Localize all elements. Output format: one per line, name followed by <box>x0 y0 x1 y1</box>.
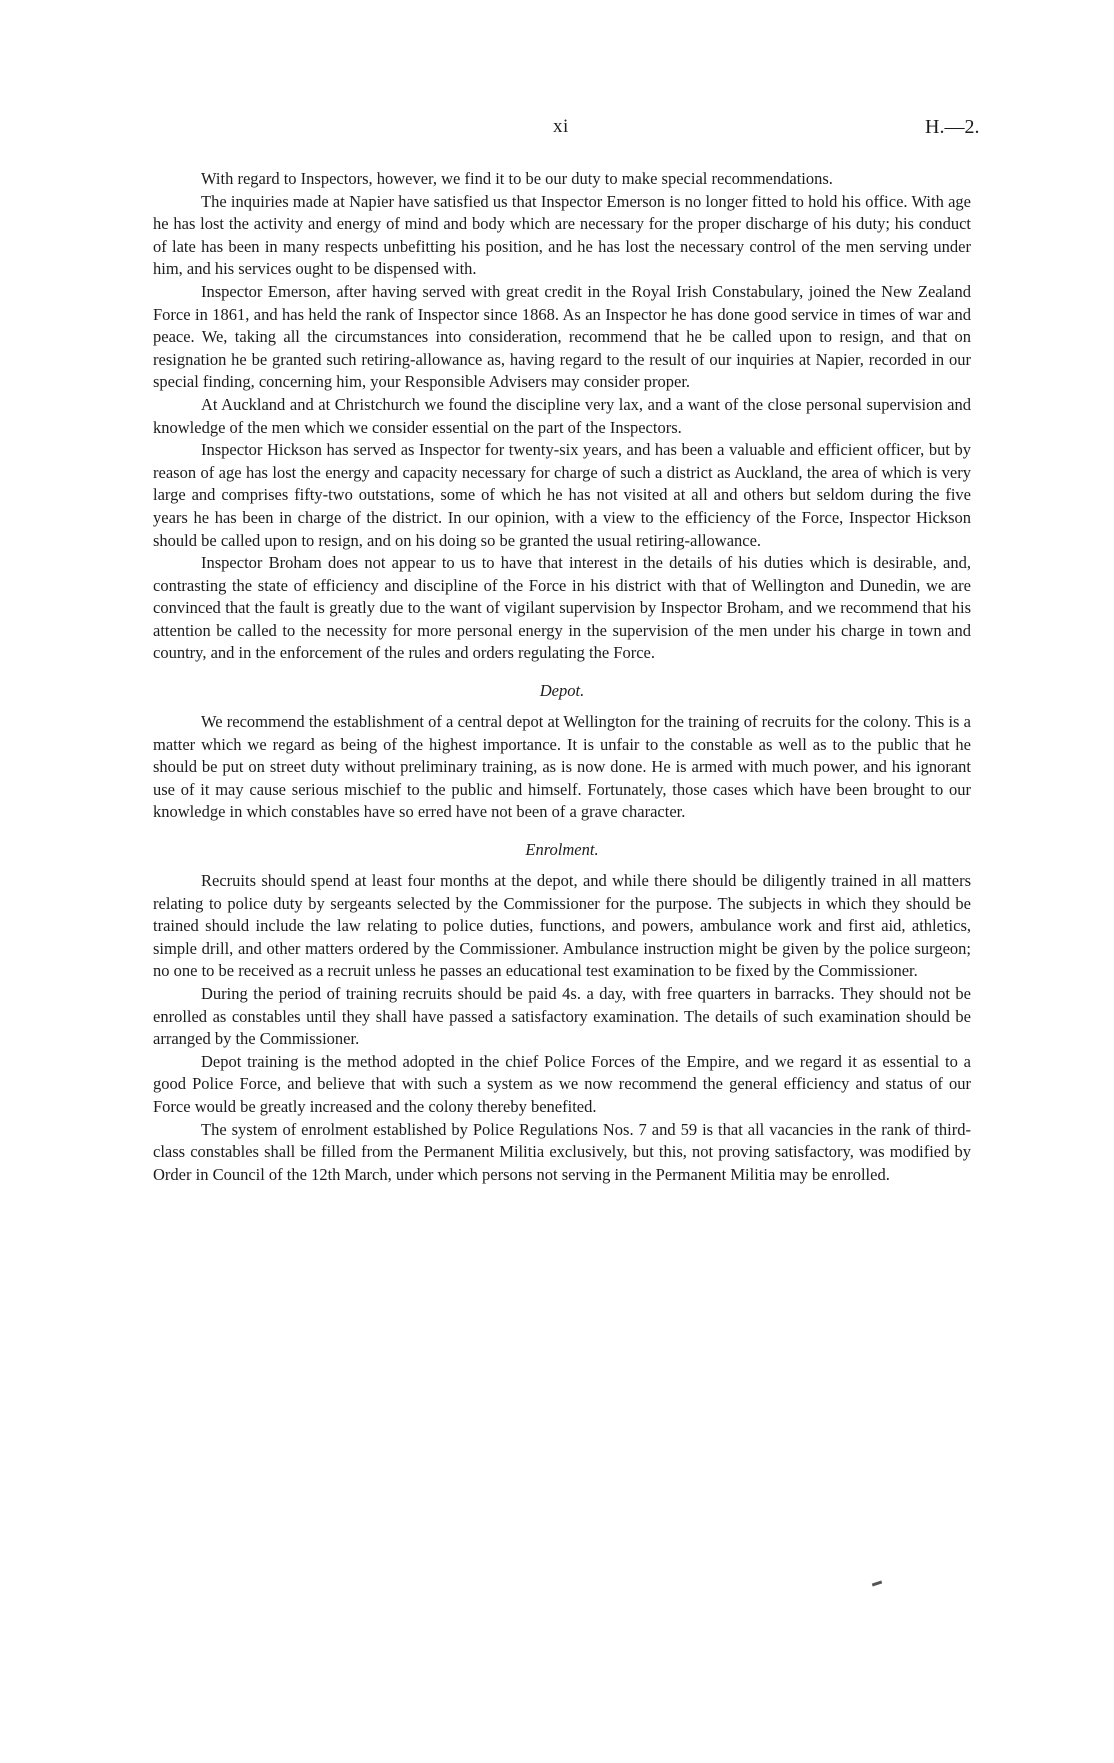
paragraph: Recruits should spend at least four months at the depot, and while there should be diligently trained in all matters relating to police duty by sergeants selected by the Commissioner for the purpose. The subjects in which they should be trained should include the law relating to police duties, functions, and powers, ambulance work and first aid, athletics, simple drill, and other matters ordered by the Commissioner. Ambulance instruction might be given by the police surgeon; no one to be received as a recruit unless he passes an educational test examination to be fixed by the Commissioner. <box>153 871 971 981</box>
ink-mark <box>872 1581 882 1587</box>
section-heading-enrolment: Enrolment. <box>525 840 599 860</box>
paragraph: The inquiries made at Napier have satisfied us that Inspector Emerson is no longer fitted to hold his office. With age he has lost the activity and energy of mind and body which are necessary for the proper discharge of his duty; his conduct of late has been in many respects unbefitting his position, and he has lost the necessary control of the men serving under him, and his services ought to be dispensed with. <box>153 191 971 279</box>
paragraph: With regard to Inspectors, however, we find it to be our duty to make special recommendations. <box>201 169 833 188</box>
paragraph: Depot training is the method adopted in the chief Police Forces of the Empire, and we regard it as essential to a good Police Force, and believe that with such a system as we now recommend the general efficiency and status of our Force would be greatly increased and the colony thereby benefited. <box>153 1051 971 1116</box>
document-reference: H.—2. <box>925 116 980 138</box>
body-text <box>153 168 971 1186</box>
paragraph: Inspector Hickson has served as Inspector for twenty-six years, and has been a valuable and efficient officer, but by reason of age has lost the energy and capacity necessary for charge of such a district as Auckland, the area of which is very large and comprises fifty-two outstations, some of which he has not visited at all and others but seldom during the five years he has been in charge of the district. In our opinion, with a view to the efficiency of the Force, Inspector Hickson should be called upon to resign, and on his doing so be granted the usual retiring-allowance. <box>153 440 971 550</box>
paragraph: During the period of training recruits should be paid 4s. a day, with free quarters in barracks. They should not be enrolled as constables until they shall have passed a satisfactory examination. The details of such examination should be arranged by the Commissioner. <box>153 984 971 1049</box>
paragraph: At Auckland and at Christchurch we found the discipline very lax, and a want of the close personal supervision and knowledge of the men which we consider essential on the part of the Inspectors. <box>153 394 971 437</box>
paragraph: We recommend the establishment of a central depot at Wellington for the training of recruits for the colony. This is a matter which we regard as being of the highest importance. It is unfair to the constable as well as to the public that he should be put on street duty without preliminary training, as is now done. He is armed with much power, and his ignorant use of it may cause serious mischief to the public and himself. Fortunately, those cases which have been brought to our knowledge in which constables have so erred have not been of a grave character. <box>153 712 971 822</box>
page-header <box>0 116 1114 146</box>
paragraph: Inspector Emerson, after having served with great credit in the Royal Irish Constabulary, joined the New Zealand Force in 1861, and has held the rank of Inspector since 1868. As an Inspector he has done good service in times of war and peace. We, taking all the circumstances into consideration, recommend that he be called upon to resign, and that on resignation he be granted such retiring-allowance as, having regard to the result of our inquiries at Napier, recorded in our special finding, concerning him, your Responsible Advisers may consider proper. <box>153 281 971 392</box>
paragraph: Inspector Broham does not appear to us to have that interest in the details of his duties which is desirable, and, contrasting the state of efficiency and discipline of the Force in his district with that of Wellington and Dunedin, we are convinced that the fault is greatly due to the want of vigilant supervision by Inspector Broham, and we recommend that his attention be called to the necessity for more personal energy in the supervision of the men under his charge in town and country, and in the enforcement of the rules and orders regulating the Force. <box>153 553 971 663</box>
page-number: xi <box>553 116 569 137</box>
section-heading-depot: Depot. <box>539 681 585 701</box>
paragraph: The system of enrolment established by Police Regulations Nos. 7 and 59 is that all vacancies in the rank of third-class constables shall be filled from the Permanent Militia exclusively, but this, not proving satisfactory, was modified by Order in Council of the 12th March, under which persons not serving in the Permanent Militia may be enrolled. <box>153 1119 971 1184</box>
